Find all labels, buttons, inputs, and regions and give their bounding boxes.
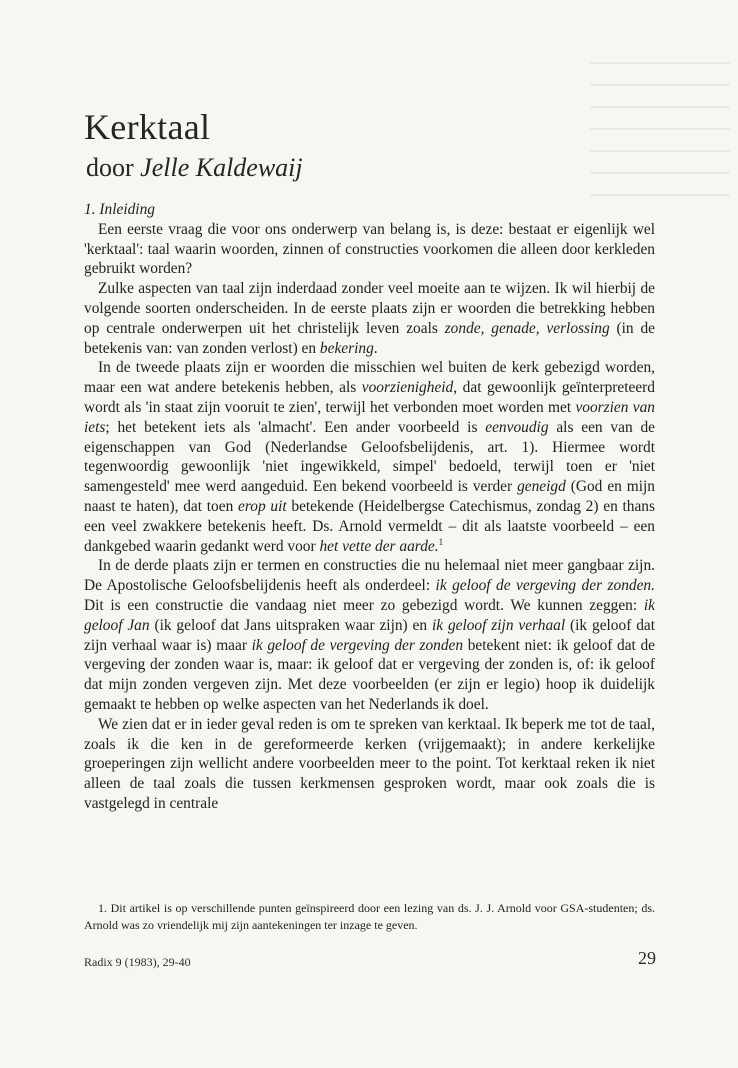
article-title: Kerktaal	[84, 107, 211, 147]
text-run: (ik geloof dat zijn verhaal waar is) maar	[84, 616, 655, 654]
italic-term: voorzien van iets	[84, 398, 655, 436]
italic-term: ik geloof de vergeving der zonden.	[435, 577, 655, 595]
footnote-number: 1.	[98, 901, 107, 915]
text-run: betekende (Heidelbergse Catechismus, zondag 2) en thans een veel zwakkere betekenis heeft. Ds. Arnold vermeldt – dit als laatste voorbeeld – een dankgebed waarin gedankt werd voor	[84, 497, 655, 555]
body-paragraph	[84, 715, 655, 814]
article-body	[84, 200, 655, 814]
italic-term: voorzienigheid	[361, 379, 454, 397]
bleed-through-text	[590, 62, 730, 202]
body-paragraph	[84, 556, 655, 714]
text-run: We zien dat er in ieder geval reden is om te spreken van kerktaal. Ik beperk me tot de taal, zoals ik die ken in de gereformeerde kerken (vrijgemaakt); in andere kerkelijke groeperingen zijn wellicht andere voorbeelden meer to the point. Tot kerktaal reken ik niet alleen de taal zoals die tussen kerkmensen gesproken wordt, maar ook zoals die is vastgelegd in centrale	[84, 715, 655, 812]
page-number: 29	[638, 948, 656, 968]
section-heading: 1. Inleiding	[84, 201, 155, 218]
italic-term: bekering	[319, 339, 374, 357]
text-run: ; het betekent iets als 'almacht'. Een ander voorbeeld is	[105, 418, 486, 436]
body-paragraph	[84, 220, 655, 279]
body-paragraph	[84, 358, 655, 556]
text-run: .	[373, 339, 378, 357]
text-run: betekent niet: ik geloof dat de vergeving der zonden waar is, maar: ik geloof dat er vergeving der zonden is, of: ik geloof dat mijn zonden vergeven zijn. Met deze voorbeelden (er zijn er legio) hoop ik duidelijk gemaakt te hebben op welke aspecten van het Nederlands ik doel.	[84, 636, 655, 713]
text-run: In de tweede plaats zijn er woorden die misschien wel buiten de kerk gebezigd worden, maar een wat andere betekenis hebben, als	[84, 359, 655, 397]
text-run: Een eerste vraag die voor ons onderwerp van belang is, is deze: bestaat er eigenlijk wel 'kerktaal': taal waarin woorden, zinnen of constructies voorkomen die alleen door kerkleden gebruikt worden?	[84, 220, 655, 278]
article-byline	[86, 153, 303, 183]
text-run: Zulke aspecten van taal zijn inderdaad zonder veel moeite aan te wijzen. Ik wil hierbij de volgende soorten onderscheiden. In de eerste plaats zijn er woorden die betrekking hebben op centrale onderwerpen uit het christelijk leven zoals	[84, 280, 655, 337]
footnote-text: Dit artikel is op verschillende punten geïnspireerd door een lezing van ds. J. J. Arnold voor GSA-studenten; ds. Arnold was zo vriendelijk mij zijn aantekeningen ter inzage te geven.	[84, 901, 656, 932]
italic-term: ik geloof zijn verhaal	[431, 616, 566, 634]
text-run: als een van de eigenschappen van God (Nederlandse Geloofsbelijdenis, art. 1). Hiermee wordt tegenwoordig gewoonlijk 'niet ingewikkeld, simpel' bedoeld, terwijl toen er 'niet samengesteld' mee werd aangeduid. Een bekend voorbeeld is verder	[84, 418, 655, 496]
footnote	[84, 900, 655, 934]
author-name: Jelle Kaldewaij	[140, 153, 303, 182]
journal-citation: Radix 9 (1983), 29-40	[84, 955, 191, 969]
italic-term: eenvoudig	[485, 418, 549, 436]
text-run: (ik geloof dat Jans uitspraken waar zijn) en	[149, 616, 432, 634]
text-run: Dit is een constructie die vandaag niet meer zo gebezigd wordt. We kunnen zeggen:	[84, 596, 644, 614]
italic-term: ik geloof de vergeving der zonden	[251, 636, 464, 654]
text-run: , dat gewoonlijk geïnterpreteerd wordt als 'in staat zijn vooruit te zien', terwijl het verbonden moet worden met	[84, 379, 655, 416]
italic-term: het vette der aarde.	[319, 537, 439, 555]
italic-term: ik geloof Jan	[84, 596, 655, 634]
text-run: (God en mijn naast te haten), dat toen	[84, 478, 655, 515]
byline-prefix: door	[86, 153, 141, 182]
italic-term: erop uit	[238, 497, 287, 515]
body-paragraph	[84, 279, 655, 358]
text-run: In de derde plaats zijn er termen en constructies die nu helemaal niet meer gangbaar zijn. De Apostolische Geloofsbelijdenis heeft als onderdeel:	[84, 557, 655, 595]
italic-term: geneigd	[517, 478, 566, 496]
footnote-ref: 1	[438, 536, 444, 547]
text-run: (in de betekenis van: van zonden verlost) en	[84, 319, 655, 357]
italic-term: zonde, genade, verlossing	[444, 319, 610, 337]
